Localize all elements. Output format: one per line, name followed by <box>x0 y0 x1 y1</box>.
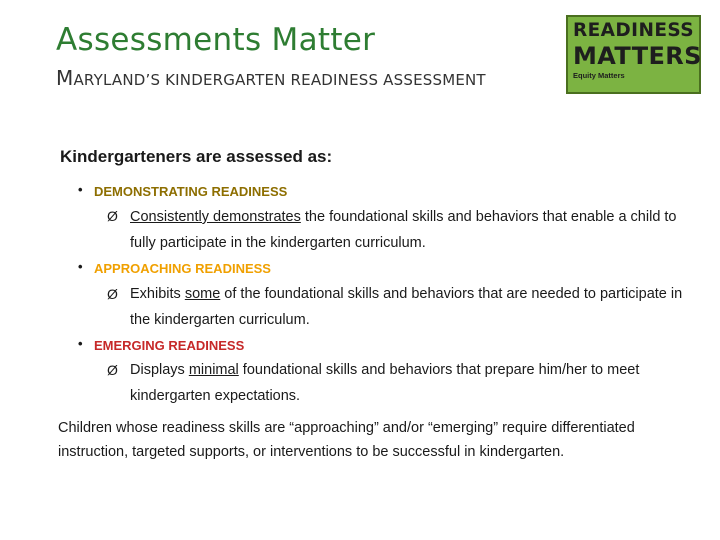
emphasis-text: minimal <box>188 362 239 378</box>
logo-line-equity: Equity Matters <box>573 71 625 80</box>
readiness-matters-logo <box>566 15 701 94</box>
description-prefix: Displays <box>130 362 189 378</box>
description-text: foundational skills and behaviors that prepare him/her to meet kindergarten expectations. <box>130 362 640 404</box>
bullet-icon: • <box>78 336 83 351</box>
emphasis-text: some <box>184 286 221 302</box>
logo-line-matters: MATTERS <box>573 42 702 70</box>
description-text: the foundational skills and behaviors that enable a child to fully participate in the kindergarten curriculum. <box>130 209 677 251</box>
level-label-demonstrating: DEMONSTRATING READINESS <box>94 184 288 199</box>
arrow-bullet-icon: Ø <box>107 208 118 224</box>
level-description-demonstrating <box>130 204 700 256</box>
logo-line-readiness: READINESS <box>573 20 694 41</box>
bullet-icon: • <box>78 182 83 197</box>
lead-heading: Kindergarteners are assessed as: <box>60 147 333 166</box>
arrow-bullet-icon: Ø <box>107 286 118 302</box>
description-text: of the foundational skills and behaviors that are needed to participate in the kindergarten curriculum. <box>130 286 683 328</box>
level-label-emerging: EMERGING READINESS <box>94 338 245 353</box>
description-prefix: Exhibits <box>130 286 185 302</box>
bullet-icon: • <box>78 259 83 274</box>
level-description-approaching <box>130 281 700 333</box>
subtitle-text: ARYLAND’S KINDERGARTEN READINESS ASSESSMENT <box>73 71 486 89</box>
slide-title: Assessments Matter <box>56 22 376 58</box>
level-description-emerging <box>130 357 700 409</box>
arrow-bullet-icon: Ø <box>107 362 118 378</box>
emphasis-text: Consistently demonstrates <box>130 209 301 225</box>
closing-paragraph: Children whose readiness skills are “approaching” and/or “emerging” require differentiated instruction, targeted supports, or interventions to be successful in kindergarten. <box>58 420 635 460</box>
slide-subtitle <box>56 66 486 90</box>
level-label-approaching: APPROACHING READINESS <box>94 261 271 276</box>
subtitle-initial: M <box>56 66 74 90</box>
